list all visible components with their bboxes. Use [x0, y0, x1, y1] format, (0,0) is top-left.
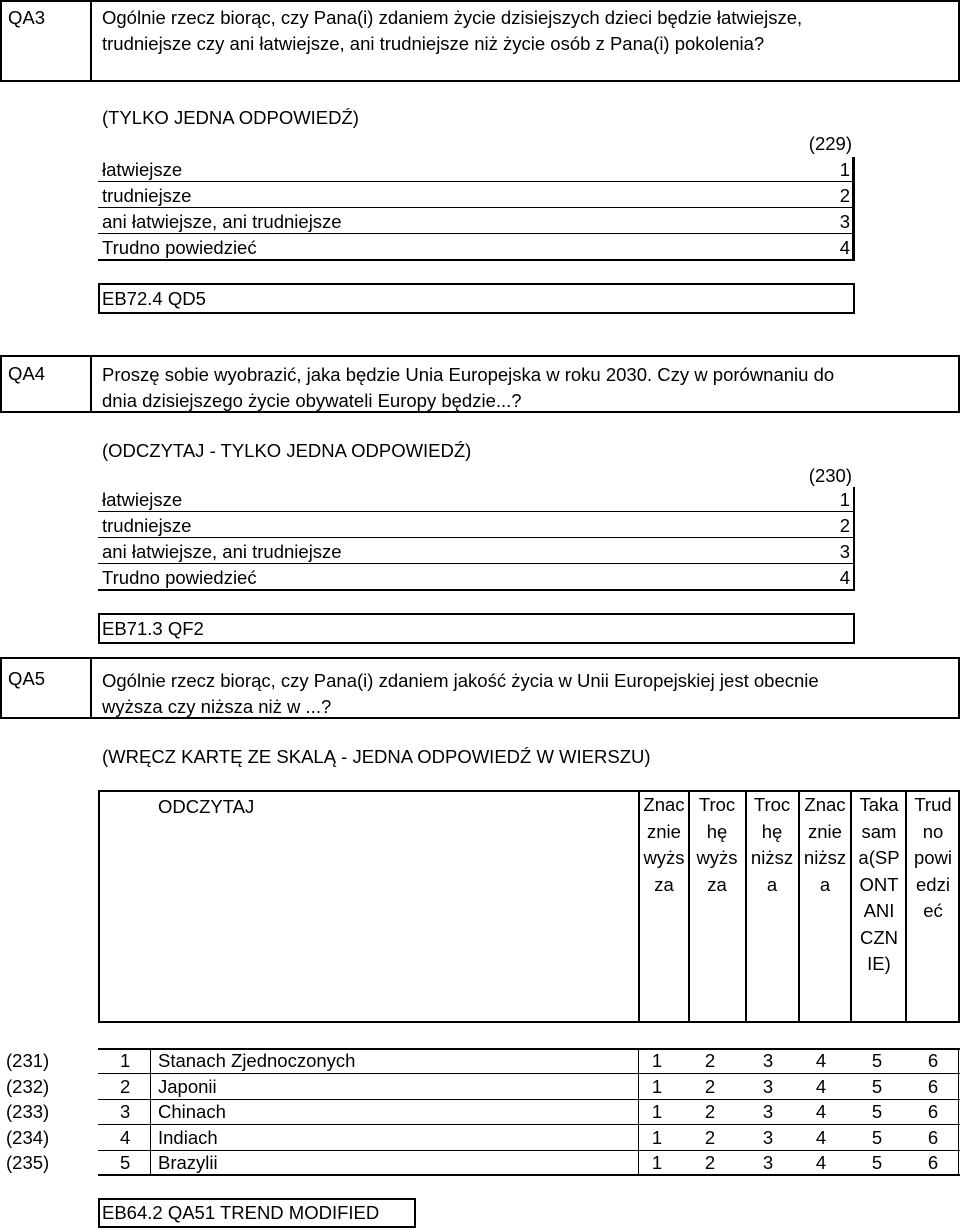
qa4-option-label: trudniejsze: [102, 515, 192, 536]
qa5-row-num: 2: [120, 1076, 131, 1097]
qa5-row-num: 5: [120, 1152, 131, 1173]
qa5-code: QA5: [8, 668, 46, 689]
qa5-header-col-divider: [688, 790, 690, 1023]
qa5-cell-value[interactable]: 4: [815, 1127, 827, 1148]
qa5-row-code: (234): [6, 1127, 50, 1148]
qa5-cell-value[interactable]: 6: [927, 1076, 939, 1097]
qa5-cell-value[interactable]: 5: [871, 1050, 883, 1071]
qa3-source-box: [98, 283, 855, 314]
qa3-option-code[interactable]: 1: [839, 159, 850, 180]
qa5-row-num: 3: [120, 1101, 131, 1122]
qa5-cell-value[interactable]: 3: [762, 1152, 774, 1173]
qa3-option-label: ani łatwiejsze, ani trudniejsze: [102, 211, 342, 232]
qa5-column-header: Znac znie wyżs za: [643, 794, 685, 895]
qa5-row-label-divider: [638, 1048, 639, 1176]
qa5-row-code: (231): [6, 1050, 50, 1071]
qa4-option-label: ani łatwiejsze, ani trudniejsze: [102, 541, 342, 562]
qa5-cell-value[interactable]: 1: [651, 1127, 663, 1148]
qa3-code: QA3: [8, 7, 46, 28]
qa5-cell-value[interactable]: 6: [927, 1050, 939, 1071]
qa5-instruction: (WRĘCZ KARTĘ ZE SKALĄ - JEDNA ODPOWIEDŹ W WIERSZU): [102, 746, 651, 767]
qa4-options-sep-1: [98, 511, 855, 512]
qa5-cell-value[interactable]: 5: [871, 1076, 883, 1097]
qa5-cell-value[interactable]: 3: [762, 1127, 774, 1148]
qa5-cell-value[interactable]: 4: [815, 1101, 827, 1122]
qa4-option-code[interactable]: 4: [839, 567, 850, 588]
qa4-source: EB71.3 QF2: [102, 618, 204, 639]
qa4-code: QA4: [8, 363, 46, 384]
qa5-column-header: Trud no powi edzi eć: [913, 794, 953, 921]
qa4-options-sep-2: [98, 537, 855, 538]
qa5-row-label: Indiach: [158, 1127, 218, 1148]
qa5-cell-value[interactable]: 2: [704, 1152, 716, 1173]
qa3-option-label: łatwiejsze: [102, 159, 183, 180]
qa5-cell-value[interactable]: 5: [871, 1127, 883, 1148]
qa3-option-code[interactable]: 3: [839, 211, 850, 232]
qa3-column-code: (229): [808, 133, 852, 154]
qa5-row-num: 1: [120, 1050, 131, 1071]
qa3-source: EB72.4 QD5: [102, 288, 206, 309]
qa5-source: EB64.2 QA51 TREND MODIFIED: [102, 1202, 380, 1223]
qa3-instruction: (TYLKO JEDNA ODPOWIEDŹ): [102, 107, 359, 128]
qa5-cell-value[interactable]: 1: [651, 1152, 663, 1173]
qa4-option-label: Trudno powiedzieć: [102, 567, 257, 588]
qa5-cell-value[interactable]: 6: [927, 1127, 939, 1148]
qa5-cell-value[interactable]: 2: [704, 1050, 716, 1071]
qa5-cell-value[interactable]: 3: [762, 1050, 774, 1071]
qa5-cell-value[interactable]: 5: [871, 1101, 883, 1122]
qa5-header-col-divider: [905, 790, 907, 1023]
qa4-question-line1: Proszę sobie wyobrazić, jaka będzie Unia Europejska w roku 2030. Czy w porównaniu do: [102, 364, 835, 385]
qa3-options-right-edge: [853, 157, 855, 261]
qa5-code-divider: [90, 657, 92, 719]
qa5-column-header: Troc hę niższ a: [750, 794, 794, 895]
qa5-question-line2: wyższa czy niższa niż w ...?: [102, 696, 332, 717]
qa5-row-right-edge: [958, 1048, 959, 1176]
qa5-cell-value[interactable]: 6: [927, 1152, 939, 1173]
qa5-cell-value[interactable]: 4: [815, 1050, 827, 1071]
qa5-cell-value[interactable]: 4: [815, 1076, 827, 1097]
qa5-read-label: ODCZYTAJ: [158, 796, 255, 817]
qa5-cell-value[interactable]: 3: [762, 1101, 774, 1122]
qa5-cell-value[interactable]: 1: [651, 1076, 663, 1097]
qa4-option-code[interactable]: 2: [839, 515, 850, 536]
qa5-cell-value[interactable]: 6: [927, 1101, 939, 1122]
qa5-header-col-divider: [745, 790, 747, 1023]
qa5-row-code: (235): [6, 1152, 50, 1173]
qa5-header-col-divider: [850, 790, 852, 1023]
qa4-option-code[interactable]: 3: [839, 541, 850, 562]
qa5-cell-value[interactable]: 2: [704, 1076, 716, 1097]
qa5-cell-value[interactable]: 5: [871, 1152, 883, 1173]
qa4-source-box: [98, 613, 855, 644]
qa5-cell-value[interactable]: 1: [651, 1101, 663, 1122]
qa4-question-line2: dnia dzisiejszego życie obywateli Europy będzie...?: [102, 390, 522, 411]
qa5-column-header: Troc hę wyżs za: [696, 794, 738, 895]
qa3-option-label: trudniejsze: [102, 185, 192, 206]
qa5-row-code: (233): [6, 1101, 50, 1122]
qa3-option-code[interactable]: 2: [839, 185, 850, 206]
qa4-options-right-edge: [853, 487, 855, 591]
qa4-column-code: (230): [808, 465, 852, 486]
qa5-cell-value[interactable]: 3: [762, 1076, 774, 1097]
qa5-row-label: Chinach: [158, 1101, 226, 1122]
qa4-code-divider: [90, 355, 92, 413]
qa3-question-line1: Ogólnie rzecz biorąc, czy Pana(i) zdaniem życie dzisiejszych dzieci będzie łatwiejsze,: [102, 7, 803, 28]
qa3-option-code[interactable]: 4: [839, 237, 850, 258]
qa5-row-num-divider: [150, 1048, 151, 1176]
qa5-row-label: Brazylii: [158, 1152, 218, 1173]
qa3-code-divider: [90, 0, 92, 82]
qa5-row-label: Japonii: [158, 1076, 217, 1097]
qa5-column-header: Znac znie niższ a: [803, 794, 847, 895]
qa5-header-col-divider: [798, 790, 800, 1023]
qa3-question-line2: trudniejsze czy ani łatwiejsze, ani trudniejsze niż życie osób z Pana(i) pokolenia?: [102, 33, 765, 54]
qa4-option-label: łatwiejsze: [102, 489, 183, 510]
qa4-instruction: (ODCZYTAJ - TYLKO JEDNA ODPOWIEDŹ): [102, 440, 472, 461]
qa5-cell-value[interactable]: 1: [651, 1050, 663, 1071]
qa5-cell-value[interactable]: 2: [704, 1101, 716, 1122]
qa3-options-sep-1: [98, 181, 855, 182]
qa5-header-col-divider: [638, 790, 640, 1023]
qa5-question-line1: Ogólnie rzecz biorąc, czy Pana(i) zdaniem jakość życia w Unii Europejskiej jest obecnie: [102, 670, 819, 691]
qa5-row-code: (232): [6, 1076, 50, 1097]
qa5-row-num: 4: [120, 1127, 131, 1148]
qa5-column-header: Taka sam a(SP ONT ANI CZN IE): [858, 794, 900, 974]
qa5-cell-value[interactable]: 4: [815, 1152, 827, 1173]
qa5-row-label: Stanach Zjednoczonych: [158, 1050, 356, 1071]
qa5-cell-value[interactable]: 2: [704, 1127, 716, 1148]
qa4-option-code[interactable]: 1: [839, 489, 850, 510]
qa3-options-sep-2: [98, 207, 855, 208]
qa3-option-label: Trudno powiedzieć: [102, 237, 257, 258]
